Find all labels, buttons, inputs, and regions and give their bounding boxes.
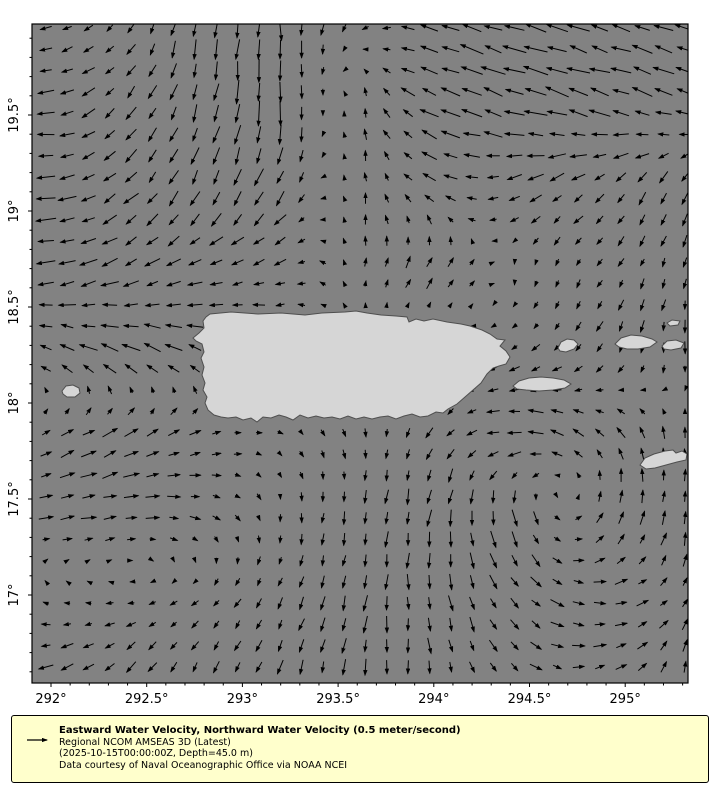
velocity-arrow	[42, 624, 51, 625]
velocity-arrow	[280, 40, 281, 59]
velocity-arrow	[450, 532, 451, 547]
x-tick-label: 292°	[35, 692, 67, 707]
velocity-arrow	[365, 450, 366, 458]
x-tick-label: 295°	[609, 692, 641, 707]
velocity-arrow	[65, 603, 71, 604]
velocity-arrow	[344, 472, 345, 479]
x-tick-label: 293°	[226, 692, 259, 707]
legend-text	[59, 716, 708, 771]
y-tick-label: 19°	[7, 199, 22, 223]
velocity-arrow	[323, 45, 324, 54]
velocity-arrow	[109, 582, 111, 583]
velocity-arrow	[301, 64, 302, 77]
velocity-arrow	[572, 645, 585, 646]
velocity-arrow	[301, 85, 302, 98]
velocity-arrow	[600, 471, 601, 480]
y-tick-label: 17.5°	[7, 481, 22, 517]
velocity-arrow	[344, 154, 345, 158]
velocity-arrow	[59, 305, 76, 306]
y-tick-label: 18.5°	[7, 289, 22, 325]
velocity-arrow	[493, 305, 494, 306]
x-tick-label: 292.5°	[124, 692, 169, 707]
velocity-arrow	[450, 237, 451, 245]
velocity-arrow	[594, 582, 606, 583]
velocity-arrow	[365, 236, 366, 245]
velocity-arrow	[555, 475, 559, 476]
velocity-arrow	[408, 660, 409, 673]
velocity-arrow	[344, 91, 345, 92]
velocity-arrow	[237, 557, 238, 563]
y-tick-label: 19.5°	[7, 97, 22, 133]
legend-title: Eastward Water Velocity, Northward Water Velocity (0.5 meter/second)	[59, 725, 461, 736]
velocity-arrow	[408, 618, 409, 630]
legend-box	[11, 715, 709, 783]
velocity-arrow	[493, 283, 495, 284]
velocity-arrow	[408, 639, 409, 653]
velocity-arrow	[575, 539, 582, 540]
velocity-arrow	[280, 101, 281, 126]
velocity-arrow	[212, 475, 221, 476]
y-tick-label: 18°	[7, 391, 22, 415]
velocity-arrow	[103, 305, 117, 306]
legend-credit: Data courtesy of Naval Oceanographic Office via NOAA NCEI	[59, 759, 348, 771]
velocity-arrow	[344, 492, 345, 502]
x-tick-label: 293.5°	[316, 692, 360, 707]
y-tick-label: 17°	[7, 583, 22, 607]
velocity-arrow	[301, 492, 302, 501]
velocity-arrow	[150, 539, 156, 540]
velocity-arrow	[592, 134, 608, 135]
x-tick-label: 294.5°	[507, 692, 552, 707]
x-tick-label: 294°	[418, 692, 450, 707]
velocity-arrow	[508, 432, 522, 433]
reference-arrow-icon	[27, 729, 53, 748]
velocity-arrow	[387, 303, 388, 307]
legend-model: Regional NCOM AMSEAS 3D (Latest)	[59, 736, 231, 748]
velocity-arrow	[344, 175, 345, 179]
legend-time-depth: (2025-10-15T00:00:00Z, Depth=45.0 m)	[59, 748, 253, 760]
velocity-arrow	[387, 596, 388, 610]
velocity-arrow	[636, 134, 648, 135]
